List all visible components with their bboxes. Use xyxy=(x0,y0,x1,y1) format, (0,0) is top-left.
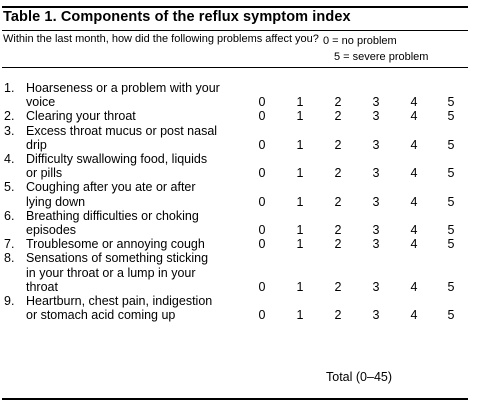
item-number: 5. xyxy=(4,180,15,195)
item-score-options xyxy=(4,109,470,123)
item-text: Breathing difficulties or choking episodes xyxy=(26,208,199,238)
score-option-3: 3 xyxy=(372,166,380,181)
score-option-3: 3 xyxy=(372,279,380,294)
score-option-5: 5 xyxy=(447,109,455,124)
item-score-options xyxy=(4,166,470,180)
item-number: 8. xyxy=(4,251,15,266)
item-text: Heartburn, chest pain, indigestion or stomach acid coming up xyxy=(26,294,213,323)
score-option-5: 5 xyxy=(447,279,455,294)
item-score-options xyxy=(4,308,470,322)
item-number: 2. xyxy=(4,109,15,124)
item-number: 6. xyxy=(4,208,15,223)
symptom-item xyxy=(4,251,470,294)
score-option-4: 4 xyxy=(410,137,418,152)
scale-high-label: 5 = severe problem xyxy=(334,51,429,63)
score-option-5: 5 xyxy=(447,166,455,181)
score-option-1: 1 xyxy=(296,137,304,152)
score-option-1: 1 xyxy=(296,279,304,294)
item-text: Difficulty swallowing food, liquids or pills xyxy=(26,152,208,181)
symptom-item xyxy=(4,152,470,180)
item-score-options xyxy=(4,223,470,237)
item-score-options xyxy=(4,280,470,294)
title-rule xyxy=(2,30,468,31)
bottom-rule xyxy=(2,398,468,400)
score-option-4: 4 xyxy=(410,95,418,110)
item-score-options xyxy=(4,195,470,209)
scale-low-label: 0 = no problem xyxy=(323,35,397,47)
score-option-0: 0 xyxy=(258,137,266,152)
symptom-item xyxy=(4,237,470,251)
symptom-item xyxy=(4,209,470,237)
score-option-0: 0 xyxy=(258,109,266,124)
score-option-4: 4 xyxy=(410,109,418,124)
score-option-0: 0 xyxy=(258,279,266,294)
score-option-4: 4 xyxy=(410,237,418,252)
score-option-3: 3 xyxy=(372,223,380,238)
score-option-3: 3 xyxy=(372,308,380,323)
top-rule xyxy=(2,6,468,8)
score-option-0: 0 xyxy=(258,95,266,110)
score-option-2: 2 xyxy=(334,279,342,294)
score-option-2: 2 xyxy=(334,237,342,252)
instruction-text: Within the last month, how did the following problems affect you? xyxy=(3,33,319,45)
item-text: Sensations of something sticking in your throat or a lump in your throat xyxy=(26,251,209,294)
score-option-1: 1 xyxy=(296,223,304,238)
score-option-3: 3 xyxy=(372,137,380,152)
score-option-3: 3 xyxy=(372,194,380,209)
item-text: Clearing your throat xyxy=(26,109,136,124)
score-option-1: 1 xyxy=(296,95,304,110)
score-option-2: 2 xyxy=(334,166,342,181)
score-option-0: 0 xyxy=(258,223,266,238)
total-label: Total (0–45) xyxy=(326,370,393,384)
score-option-5: 5 xyxy=(447,237,455,252)
item-text: Hoarseness or a problem with your voice xyxy=(26,81,220,110)
score-option-3: 3 xyxy=(372,95,380,110)
score-option-1: 1 xyxy=(296,237,304,252)
score-option-1: 1 xyxy=(296,308,304,323)
score-option-4: 4 xyxy=(410,223,418,238)
score-option-2: 2 xyxy=(334,109,342,124)
score-option-3: 3 xyxy=(372,237,380,252)
score-option-0: 0 xyxy=(258,308,266,323)
symptom-item xyxy=(4,109,470,123)
symptom-list xyxy=(4,81,470,322)
item-score-options xyxy=(4,237,470,251)
score-option-2: 2 xyxy=(334,137,342,152)
symptom-item xyxy=(4,81,470,109)
score-option-5: 5 xyxy=(447,95,455,110)
score-option-2: 2 xyxy=(334,223,342,238)
score-option-5: 5 xyxy=(447,194,455,209)
item-score-options xyxy=(4,95,470,109)
symptom-item xyxy=(4,294,470,322)
score-option-1: 1 xyxy=(296,194,304,209)
item-score-options xyxy=(4,138,470,152)
score-option-0: 0 xyxy=(258,194,266,209)
table-title: Table 1. Components of the reflux symptom index xyxy=(3,9,351,25)
score-option-4: 4 xyxy=(410,308,418,323)
score-option-1: 1 xyxy=(296,166,304,181)
item-number: 7. xyxy=(4,237,15,252)
item-number: 3. xyxy=(4,123,15,138)
item-text: Coughing after you ate or after lying down xyxy=(26,180,196,209)
item-number: 9. xyxy=(4,294,15,309)
score-option-2: 2 xyxy=(334,308,342,323)
score-option-0: 0 xyxy=(258,166,266,181)
score-option-2: 2 xyxy=(334,95,342,110)
item-number: 4. xyxy=(4,152,15,167)
score-option-4: 4 xyxy=(410,194,418,209)
item-text: Excess throat mucus or post nasal drip xyxy=(26,123,218,152)
score-option-4: 4 xyxy=(410,166,418,181)
score-option-5: 5 xyxy=(447,137,455,152)
score-option-4: 4 xyxy=(410,279,418,294)
score-option-0: 0 xyxy=(258,237,266,252)
score-option-3: 3 xyxy=(372,109,380,124)
header-rule xyxy=(2,67,468,68)
score-option-1: 1 xyxy=(296,109,304,124)
scale-legend xyxy=(323,33,428,65)
symptom-item xyxy=(4,124,470,152)
score-option-5: 5 xyxy=(447,223,455,238)
score-option-5: 5 xyxy=(447,308,455,323)
item-number: 1. xyxy=(4,81,15,95)
score-option-2: 2 xyxy=(334,194,342,209)
symptom-item xyxy=(4,180,470,208)
item-text: Troublesome or annoying cough xyxy=(26,237,205,252)
